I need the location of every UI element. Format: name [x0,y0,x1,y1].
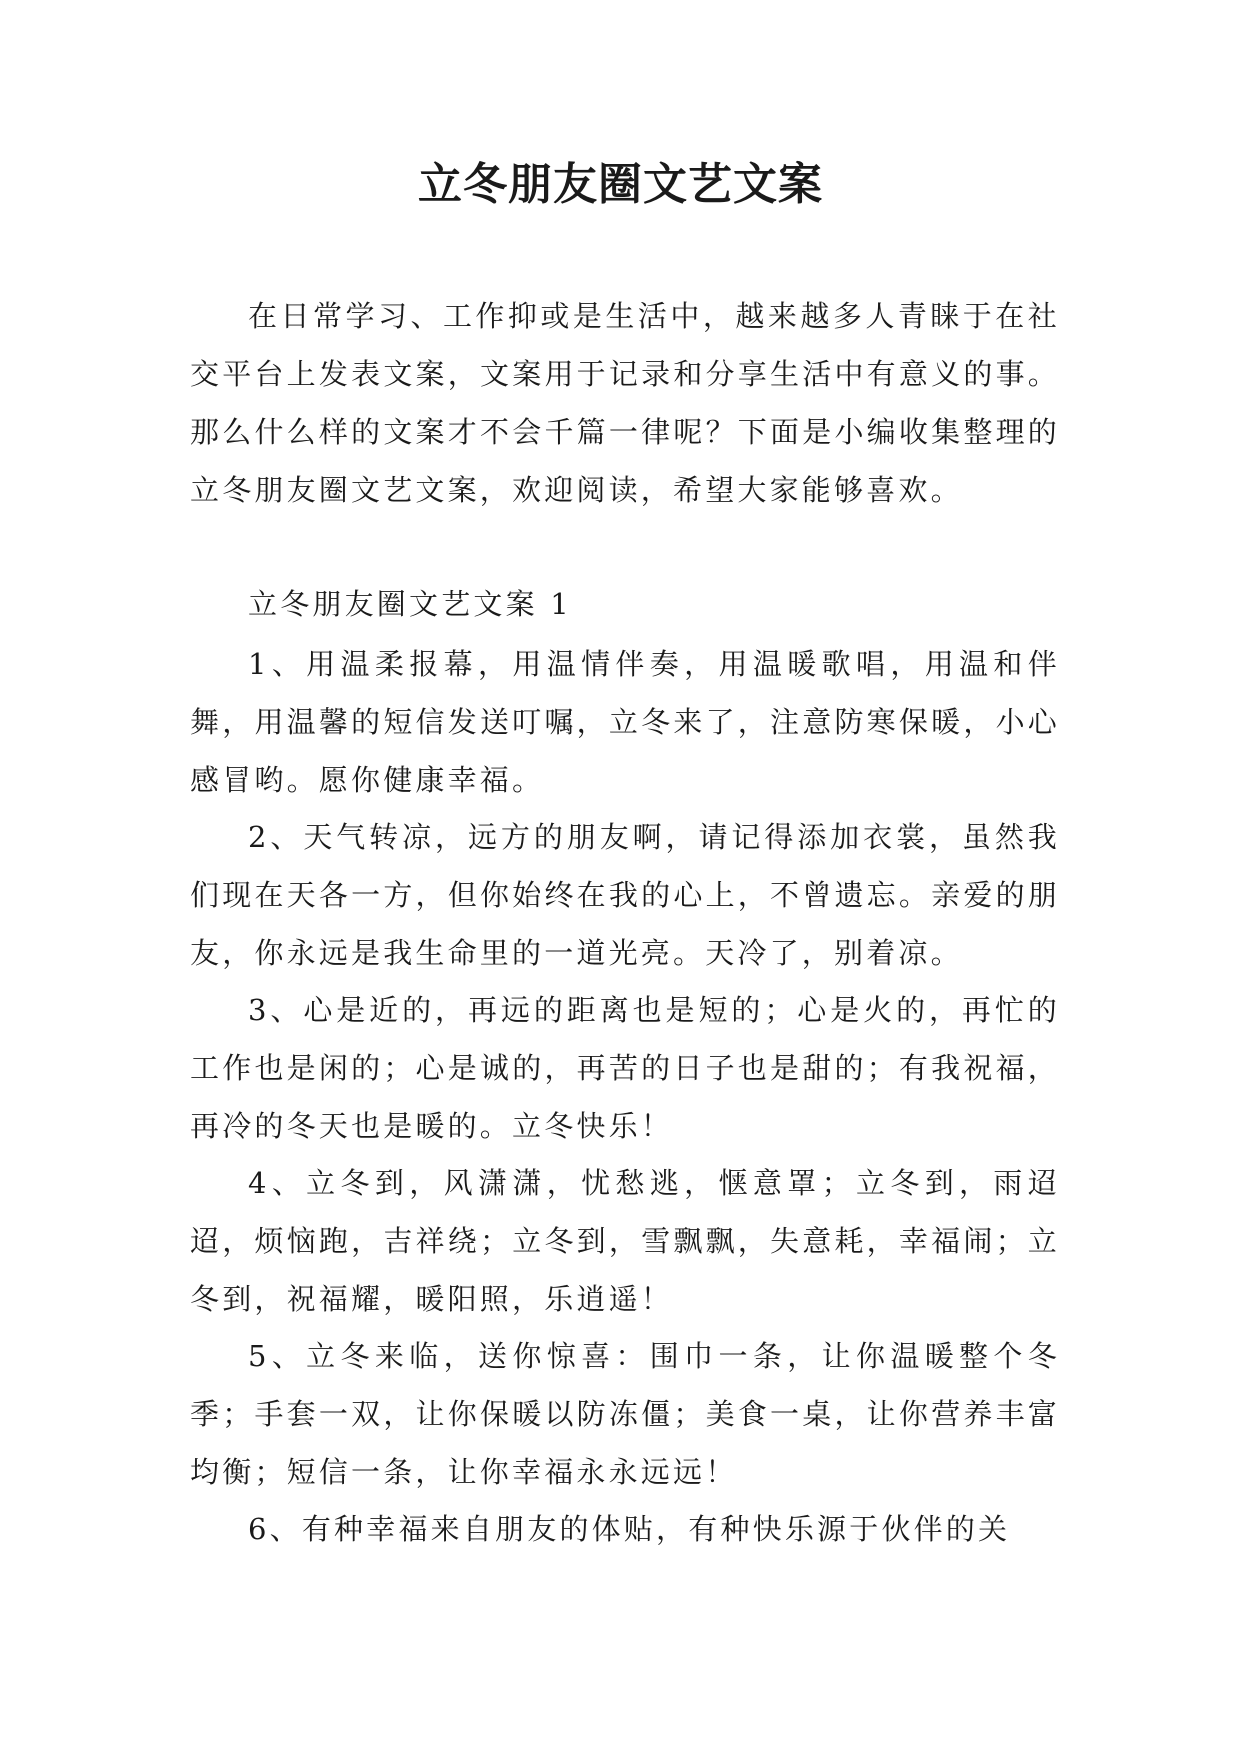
document-title: 立冬朋友圈文艺文案 [418,159,823,210]
list-item: 3、心是近的，再远的距离也是短的；心是火的，再忙的工作也是闲的；心是诚的，再苦的日子也是甜的；有我祝福，再冷的冬天也是暖的。立冬快乐！ [190,993,1060,1143]
list-item: 6、有种幸福来自朋友的体贴，有种快乐源于伙伴的关 [248,1512,1011,1546]
section-heading: 立冬朋友圈文艺文案 1 [248,587,572,621]
list-item: 5、立冬来临，送你惊喜：围巾一条，让你温暖整个冬季；手套一双，让你保暖以防冻僵；美食一桌，让你营养丰富均衡；短信一条，让你幸福永永远远！ [190,1339,1060,1489]
list-item: 4、立冬到，风潇潇，忧愁逃，惬意罩；立冬到，雨迢迢，烦恼跑，吉祥绕；立冬到，雪飘飘，失意耗，幸福闹；立冬到，祝福耀，暖阳照，乐逍遥！ [190,1166,1060,1316]
intro-paragraph: 在日常学习、工作抑或是生活中，越来越多人青睐于在社交平台上发表文案，文案用于记录和分享生活中有意义的事。那么什么样的文案才不会千篇一律呢？下面是小编收集整理的立冬朋友圈文艺文案，欢迎阅读，希望大家能够喜欢。 [190,299,1060,507]
list-item: 2、天气转凉，远方的朋友啊，请记得添加衣裳，虽然我们现在天各一方，但你始终在我的心上，不曾遗忘。亲爱的朋友，你永远是我生命里的一道光亮。天冷了，别着凉。 [190,820,1060,970]
list-item: 1、用温柔报幕，用温情伴奏，用温暖歌唱，用温和伴舞，用温馨的短信发送叮嘱，立冬来了，注意防寒保暖，小心感冒哟。愿你健康幸福。 [190,647,1060,797]
